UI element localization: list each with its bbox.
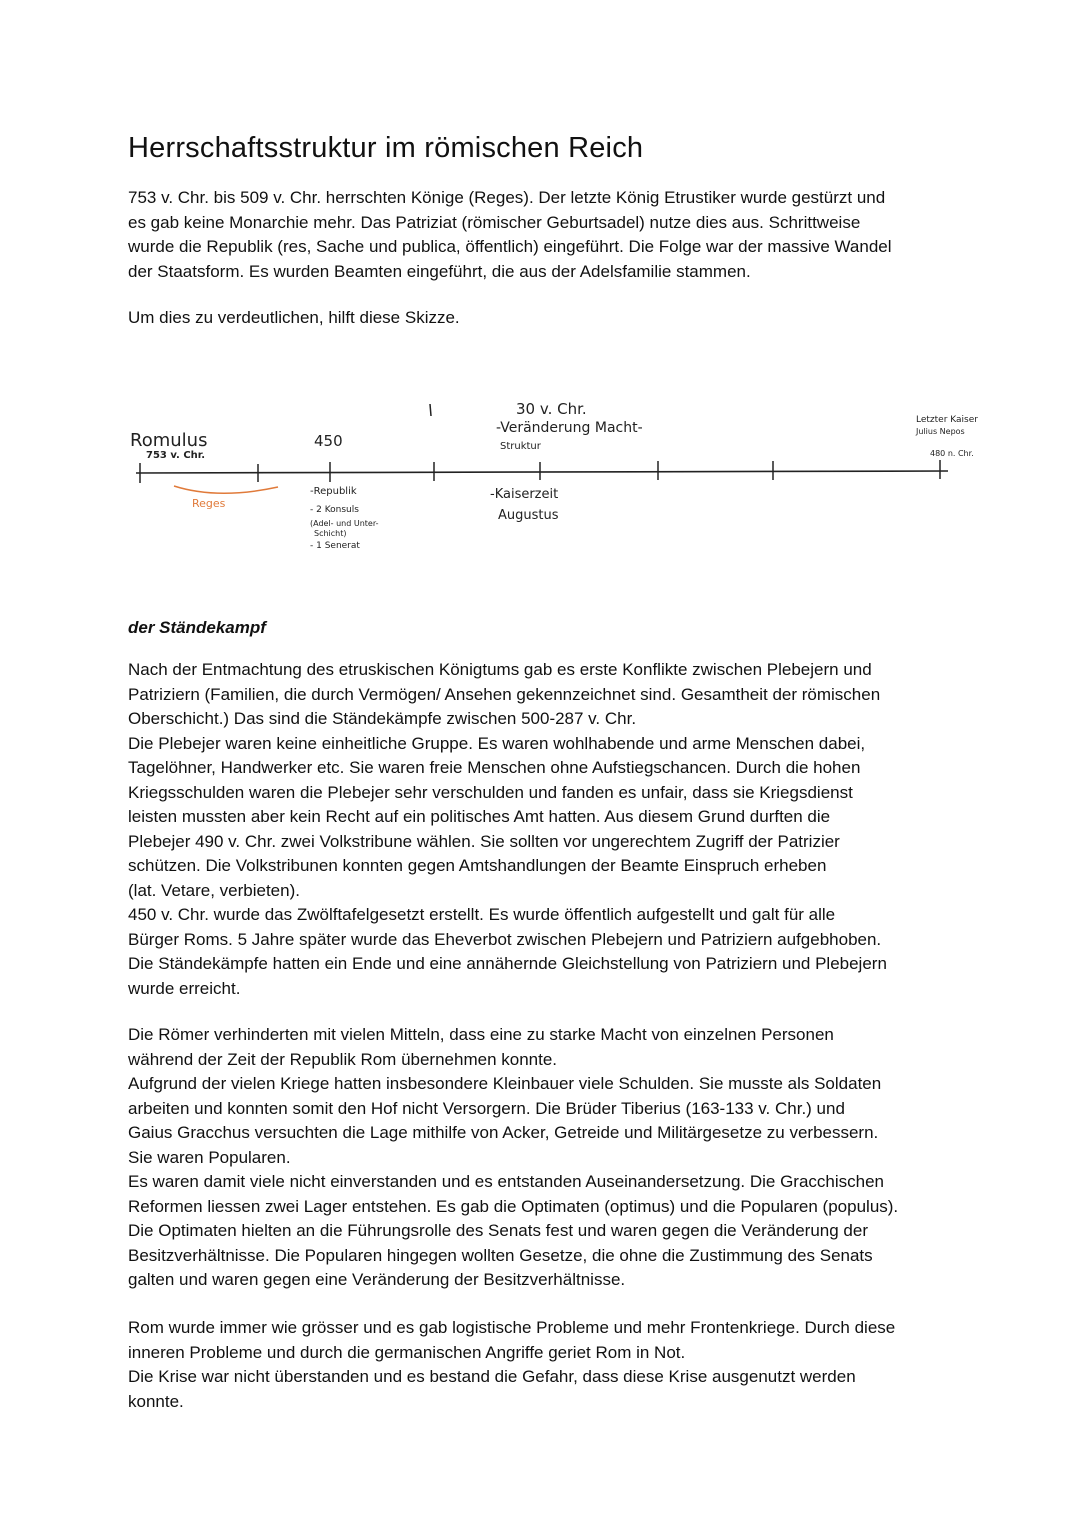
sketch-intro [128, 306, 958, 331]
text-line: leisten mussten aber kein Recht auf ein politisches Amt hatten. Aus diesem Grund durften die [128, 807, 831, 826]
text-line: Reformen liessen zwei Lager entstehen. Es gab die Optimaten (optimus) und die Popularen (populus). [128, 1196, 899, 1216]
text-line: Die Plebejer waren keine einheitliche Gruppe. Es waren wohlhabende und arme Menschen dabei, [128, 733, 866, 753]
text-line: 450 v. Chr. wurde das Zwölftafelgesetzt erstellt. Es wurde öffentlich aufgestellt und galt für alle [128, 905, 836, 924]
label-senat: - 1 Senerat [310, 541, 360, 551]
republik-paragraph [128, 1023, 958, 1293]
reges-bracket [174, 486, 278, 493]
text-line: wurde erreicht. [128, 978, 241, 998]
label-480-nchr: 480 n. Chr. [930, 449, 974, 458]
label-30-vchr: 30 v. Chr. [516, 400, 587, 418]
label-adel: (Adel- und Unter- [310, 519, 379, 528]
text-line: inneren Probleme und durch die germanischen Angriffe geriet Rom in Not. [128, 1342, 686, 1362]
text-line: Um dies zu verdeutlichen, hilft diese Skizze. [128, 308, 460, 327]
text-line: (lat. Vetare, verbieten). [128, 880, 300, 900]
label-veraenderung: -Veränderung Macht- [496, 420, 643, 436]
label-450: 450 [314, 432, 343, 450]
text-line: galten und waren gegen eine Veränderung der Besitzverhältnisse. [128, 1270, 626, 1289]
label-romulus: Romulus [130, 430, 208, 451]
text-line: Die Optimaten hielten an die Führungsrolle des Senats fest und waren gegen die Veränderung der [128, 1221, 868, 1240]
text-line: es gab keine Monarchie mehr. Das Patriziat (römischer Geburtsadel) nutze dies aus. Schrittweise [128, 212, 861, 232]
text-line: 753 v. Chr. bis 509 v. Chr. herrschten Könige (Reges). Der letzte König Etrustiker wurde gestürzt und [128, 188, 886, 207]
krise-paragraph [128, 1316, 958, 1414]
text-line: Nach der Entmachtung des etruskischen Königtums gab es erste Konflikte zwischen Plebejern und [128, 660, 872, 679]
text-line: Die Ständekämpfe hatten ein Ende und eine annähernde Gleichstellung von Patriziern und Plebejern [128, 954, 887, 973]
text-line: Rom wurde immer wie grösser und es gab logistische Probleme und mehr Frontenkriege. Durch diese [128, 1318, 896, 1337]
staendekampf-paragraph [128, 658, 958, 1001]
text-line: Gaius Gracchus versuchten die Lage mithilfe von Acker, Getreide und Militärgesetze zu verbessern. [128, 1123, 879, 1142]
label-julius-nepos: Julius Nepos [916, 427, 965, 436]
text-line: Sie waren Popularen. [128, 1147, 291, 1167]
label-reges: Reges [192, 497, 226, 510]
label-republik: -Republik [310, 486, 357, 497]
text-line: Die Römer verhinderten mit vielen Mitteln, dass eine zu starke Macht von einzelnen Personen [128, 1025, 834, 1044]
label-kaiserzeit: -Kaiserzeit [490, 487, 559, 502]
intro-paragraph [128, 186, 958, 284]
text-line: Tagelöhner, Handwerker etc. Sie waren freie Menschen ohne Aufstiegschancen. Durch die hohen [128, 758, 861, 777]
page-title: Herrschaftsstruktur im römischen Reich [128, 132, 644, 164]
timeline-sketch [118, 390, 998, 565]
text-line: Patriziern (Familien, die durch Vermögen/ Ansehen gekennzeichnet sind. Gesamtheit der römischen [128, 684, 881, 704]
text-line: Plebejer 490 v. Chr. zwei Volkstribune wählen. Sie sollten vor ungerechtem Zugriff der Patrizier [128, 831, 840, 851]
text-line: Oberschicht.) Das sind die Ständekämpfe zwischen 500-287 v. Chr. [128, 709, 637, 728]
text-line: konnte. [128, 1391, 184, 1411]
label-romulus-date: 753 v. Chr. [146, 450, 206, 461]
text-line: Besitzverhältnisse. Die Popularen hingegen wollten Gesetze, die ohne die Zustimmung des Senats [128, 1245, 873, 1265]
text-line: Kriegsschulden waren die Plebejer sehr verschulden und fanden es unfair, dass sie Kriegsdienst [128, 782, 853, 802]
text-line: Bürger Roms. 5 Jahre später wurde das Eheverbot zwischen Plebejern und Patriziern aufgebhoben. [128, 929, 882, 949]
section-heading-staendekampf: der Ständekampf [128, 618, 266, 637]
label-letzter-kaiser: Letzter Kaiser [916, 415, 978, 425]
text-line: Aufgrund der vielen Kriege hatten insbesondere Kleinbauer viele Schulden. Sie musste als Soldaten [128, 1074, 882, 1093]
text-line: wurde die Republik (res, Sache und publica, öffentlich) eingeführt. Die Folge war der massive Wandel [128, 237, 892, 256]
text-line: Die Krise war nicht überstanden und es bestand die Gefahr, dass diese Krise ausgenutzt werden [128, 1367, 856, 1386]
label-konsuls: - 2 Konsuls [310, 505, 359, 515]
text-line: der Staatsform. Es wurden Beamten eingeführt, die aus der Adelsfamilie stammen. [128, 261, 751, 281]
timeline-stray-mark [430, 404, 431, 416]
text-line: arbeiten und konnten somit den Hof nicht Versorgern. Die Brüder Tiberius (163-133 v. Chr.) und [128, 1098, 845, 1118]
label-schicht: Schicht) [314, 529, 347, 538]
text-line: während der Zeit der Republik Rom übernehmen konnte. [128, 1049, 558, 1069]
text-line: Es waren damit viele nicht einverstanden und es entstanden Auseinandersetzung. Die Gracchischen [128, 1172, 885, 1191]
label-augustus: Augustus [498, 508, 559, 523]
label-struktur: Struktur [500, 441, 541, 452]
text-line: schützen. Die Volkstribunen konnten gegen Amtshandlungen der Beamte Einspruch erheben [128, 856, 827, 875]
